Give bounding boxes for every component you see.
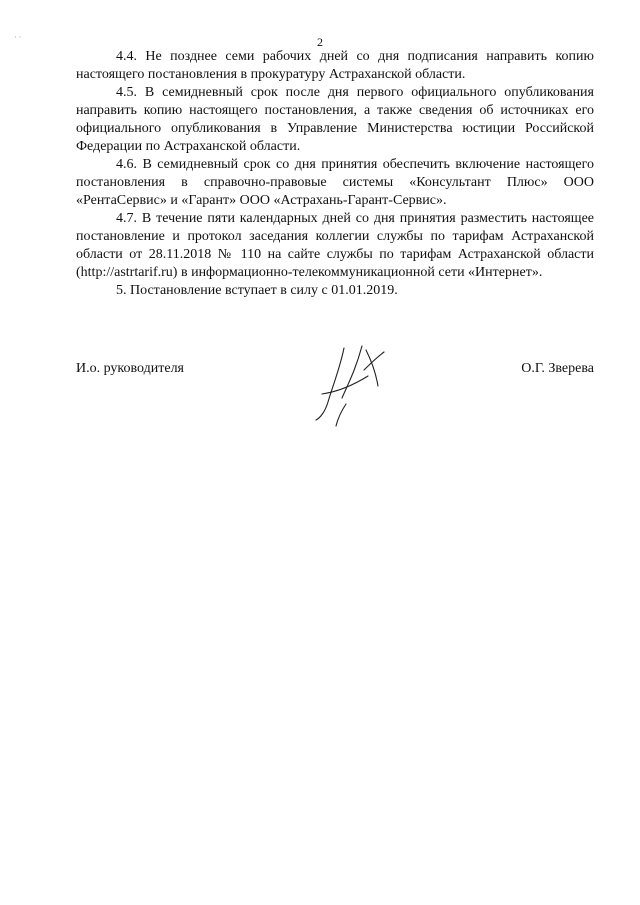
paragraph-4-4: 4.4. Не позднее семи рабочих дней со дня подписания направить копию настоящего постановления в прокуратуру Астраханской области.: [76, 49, 594, 82]
signatory-name: О.Г. Зверева: [521, 361, 594, 376]
handwritten-signature: [306, 340, 396, 430]
signature-block: [76, 340, 594, 430]
paragraph-4-7: 4.7. В течение пяти календарных дней со дня принятия разместить настоящее постановление и протокол заседания коллегии службы по тарифам Астраханской области от 28.11.2018 № 110 на сайте службы по тарифам Астраханской области (http://astrtarif.ru) в информационно-телекоммуникационной сети «Интернет».: [76, 211, 594, 280]
paragraph-4-5: 4.5. В семидневный срок после дня первого официального опубликования направить копию настоящего постановления, а также сведения об источниках его официального опубликования в Управление Министерства юстиции Российской Федерации по Астраханской области.: [76, 85, 594, 154]
page-number: 2: [317, 35, 323, 49]
paragraph-5: 5. Постановление вступает в силу с 01.01.2019.: [116, 283, 398, 298]
signatory-title: И.о. руководителя: [76, 361, 185, 376]
scan-mark: · ·: [14, 33, 22, 42]
document-body: [76, 48, 594, 300]
paragraph-4-6: 4.6. В семидневный срок со дня принятия обеспечить включение настоящего постановления в справочно-правовые системы «Консультант Плюс» ООО «РентаСервис» и «Гарант» ООО «Астрахань-Гарант-Сервис».: [76, 157, 594, 208]
